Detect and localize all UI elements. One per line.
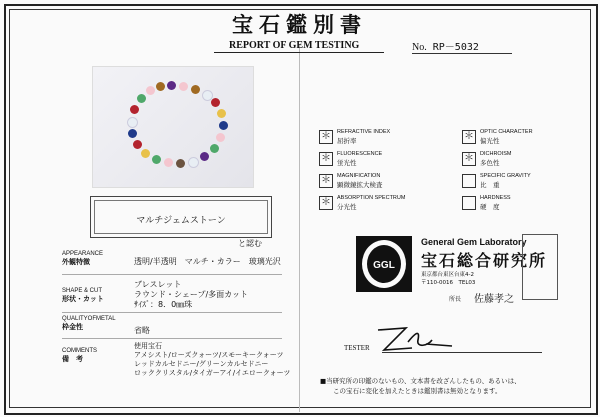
property-label-en: MAGNIFICATION xyxy=(337,173,381,179)
director-title: 所長 xyxy=(449,296,462,303)
title-japanese: 宝石鑑別書 xyxy=(232,12,367,37)
lab-postal-tel: 〒110-0016 TEL03 xyxy=(421,280,476,286)
checkbox-fluorescence: ＊ xyxy=(321,153,331,164)
bead-crystal xyxy=(127,117,138,128)
comments-section xyxy=(62,341,291,377)
comments-label-en: COMMENTS xyxy=(62,348,97,354)
bead-green xyxy=(152,155,161,164)
ggl-logo xyxy=(356,236,412,292)
shape-cut-label-jp: 形状・カット xyxy=(62,295,104,303)
property-label-en: FLUORESCENCE xyxy=(337,151,383,157)
comments-label-jp: 備 考 xyxy=(62,355,83,363)
property-label-en: DICHROISM xyxy=(480,151,512,157)
bead-red xyxy=(211,98,220,107)
property-label-jp: 分光性 xyxy=(337,203,357,211)
property-label-jp: 屈折率 xyxy=(337,137,357,145)
bead-tiger xyxy=(156,82,165,91)
tester-label: TESTER xyxy=(344,344,370,352)
shape-cut-section xyxy=(62,279,282,309)
bead-red xyxy=(133,140,142,149)
comments-value-3: レッドカルセドニー/グリーンカルセドニー xyxy=(134,360,269,368)
comments-value-1: 使用宝石 xyxy=(134,342,162,350)
gem-name-box xyxy=(90,196,272,238)
section-divider xyxy=(62,274,282,275)
bead-green xyxy=(137,94,146,103)
checkbox-hardness xyxy=(462,196,476,210)
property-label-en: REFRACTIVE INDEX xyxy=(337,129,391,135)
metal-label-en: QUALITYOFMETAL xyxy=(62,316,116,322)
gem-name: マルチジェムストーン xyxy=(136,216,226,226)
property-label-jp: 顕微鏡拡大検査 xyxy=(337,181,383,189)
validity-note-line-2: この宝石に変化を加えたときは鑑別書は無効となります。 xyxy=(333,387,502,395)
bead-amethyst xyxy=(167,81,176,90)
metal-section xyxy=(62,316,282,335)
property-magnification xyxy=(319,174,459,190)
bead-lapis xyxy=(128,129,137,138)
bead-green xyxy=(210,144,219,153)
certify-text: と認む xyxy=(238,239,262,248)
ggl-logo-text: GGL xyxy=(373,260,395,271)
property-label-en: ABSORPTION SPECTRUM xyxy=(337,195,406,201)
checkbox-specific-gravity xyxy=(462,174,476,188)
property-absorption-spectrum xyxy=(319,196,459,212)
checkbox-absorption-spectrum: ＊ xyxy=(321,197,331,208)
bead-rose xyxy=(164,158,173,167)
property-fluorescence xyxy=(319,152,459,168)
appearance-label-jp: 外観特徴 xyxy=(62,258,90,266)
bead-smoky xyxy=(176,159,185,168)
property-label-jp: 多色性 xyxy=(480,159,500,167)
checkbox-magnification: ＊ xyxy=(321,175,331,186)
property-specific-gravity xyxy=(462,174,600,190)
comments-value-2: アメシスト/ローズクォーツ/スモーキークォーツ xyxy=(134,351,284,359)
shape-cut-label-en: SHAPE & CUT xyxy=(62,288,103,294)
report-number xyxy=(412,38,512,54)
bead-amethyst xyxy=(200,152,209,161)
section-divider xyxy=(62,338,282,339)
appearance-section xyxy=(62,251,282,267)
property-hardness xyxy=(462,196,600,212)
report-number-value: RP－5032 xyxy=(432,42,479,53)
title-english: REPORT OF GEM TESTING xyxy=(229,40,360,51)
property-label-jp: 蛍光性 xyxy=(337,159,357,167)
appearance-label-en: APPEARANCE xyxy=(62,251,104,257)
property-dichroism xyxy=(462,152,600,168)
shape-cut-value-1: ブレスレット xyxy=(134,280,182,289)
property-label-jp: 比 重 xyxy=(480,181,500,189)
gem-name-box-inner xyxy=(94,200,268,234)
shape-cut-value-3: ｻｲｽﾞ：8．0㎜珠 xyxy=(134,300,193,309)
bead-tiger xyxy=(191,85,200,94)
lab-seal-stamp xyxy=(522,234,558,300)
bead-yellow xyxy=(141,149,150,158)
property-optic-character xyxy=(462,130,600,146)
lab-name-en: General Gem Laboratory xyxy=(421,237,527,247)
bead-lapis xyxy=(219,121,228,130)
lab-name-jp: 宝石総合研究所 xyxy=(421,251,548,270)
property-label-jp: 硬 度 xyxy=(480,203,500,211)
bead-yellow xyxy=(217,109,226,118)
bead-rose xyxy=(146,86,155,95)
bead-red xyxy=(130,105,139,114)
property-label-jp: 偏光性 xyxy=(480,137,500,145)
title-underline xyxy=(214,52,384,53)
section-divider xyxy=(62,312,282,313)
appearance-value: 透明/半透明 マルチ・カラー 玻璃光沢 xyxy=(134,257,281,266)
property-label-en: SPECIFIC GRAVITY xyxy=(480,173,531,179)
bead-crystal xyxy=(188,157,199,168)
lab-address: 東京都台東区台東4-2 xyxy=(421,272,474,278)
bracelet-photo xyxy=(92,66,254,188)
bead-rose xyxy=(216,133,225,142)
tester-signature-line xyxy=(382,352,542,353)
metal-value: 省略 xyxy=(134,326,150,335)
checkbox-optic-character: ＊ xyxy=(464,131,474,142)
comments-value-4: ロッククリスタル/タイガーアイ/イエロークォーツ xyxy=(134,369,291,377)
checkbox-dichroism: ＊ xyxy=(464,153,474,164)
checkbox-refractive-index: ＊ xyxy=(321,131,331,142)
report-number-label: No. xyxy=(412,42,427,53)
metal-label-jp: 枠金性 xyxy=(62,323,83,331)
validity-note-line-1: ■当研究所の印鑑のないもの、文本書を改ざんしたもの、あるいは、 xyxy=(320,377,521,385)
property-refractive-index xyxy=(319,130,459,146)
bead-rose xyxy=(179,82,188,91)
property-label-en: HARDNESS xyxy=(480,195,511,201)
shape-cut-value-2: ラウンド・シェープ/多面カット xyxy=(134,290,249,299)
director-name: 佐藤孝之 xyxy=(474,294,514,305)
center-fold-line xyxy=(299,44,300,412)
property-label-en: OPTIC CHARACTER xyxy=(480,129,533,135)
